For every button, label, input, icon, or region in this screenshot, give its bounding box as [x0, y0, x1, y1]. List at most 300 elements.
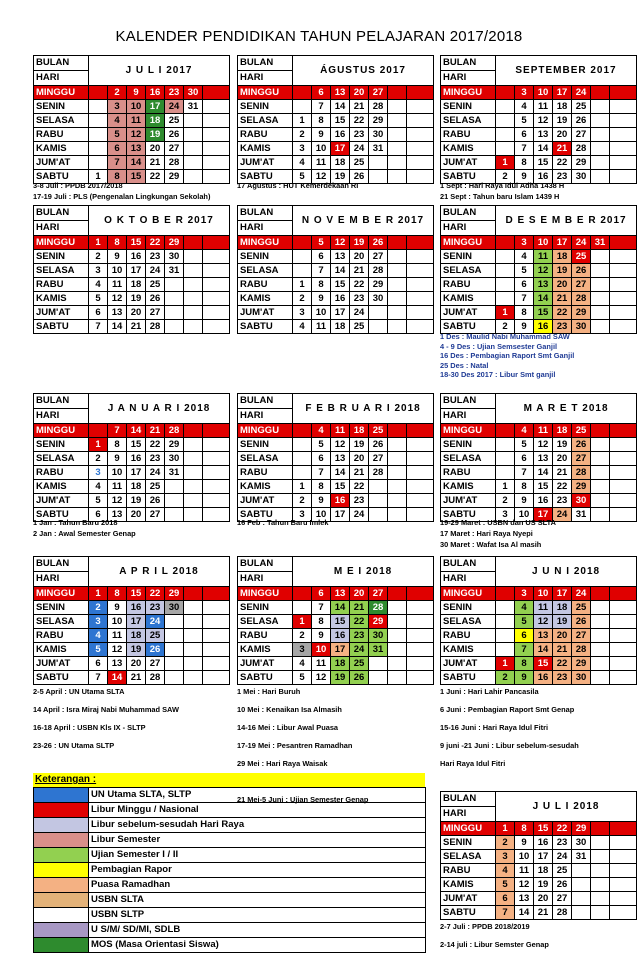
hari-label: HARI — [441, 221, 496, 236]
date-cell: 24 — [350, 306, 369, 320]
date-cell — [293, 587, 312, 601]
date-cell: 4 — [515, 601, 534, 615]
day-row — [34, 114, 230, 128]
date-cell: 10 — [515, 850, 534, 864]
date-cell: 29 — [165, 587, 184, 601]
date-cell: 12 — [534, 615, 553, 629]
day-row — [34, 494, 230, 508]
date-cell: 22 — [350, 278, 369, 292]
date-cell: 12 — [312, 671, 331, 685]
day-name: KAMIS — [441, 643, 496, 657]
date-cell: 9 — [515, 836, 534, 850]
date-cell — [407, 438, 434, 452]
date-cell — [89, 424, 108, 438]
date-cell: 29 — [165, 438, 184, 452]
date-cell: 30 — [572, 836, 591, 850]
day-row — [441, 587, 637, 601]
date-cell — [388, 452, 407, 466]
date-cell: 14 — [515, 906, 534, 920]
date-cell — [610, 508, 637, 522]
date-cell — [184, 306, 203, 320]
date-cell — [184, 424, 203, 438]
date-cell — [610, 643, 637, 657]
date-cell — [203, 320, 230, 334]
date-cell: 4 — [293, 320, 312, 334]
month-notes — [33, 683, 179, 755]
date-cell: 4 — [515, 100, 534, 114]
date-cell: 30 — [165, 601, 184, 615]
legend-text: Libur Semester — [89, 833, 426, 848]
day-name: KAMIS — [34, 480, 89, 494]
date-cell — [591, 264, 610, 278]
date-cell — [293, 250, 312, 264]
date-cell — [89, 114, 108, 128]
date-cell: 4 — [89, 278, 108, 292]
day-row — [441, 643, 637, 657]
date-cell: 17 — [127, 264, 146, 278]
date-cell: 3 — [496, 850, 515, 864]
day-name: SELASA — [238, 264, 293, 278]
date-cell: 6 — [515, 629, 534, 643]
day-name: MINGGU — [441, 236, 496, 250]
date-cell: 28 — [369, 466, 388, 480]
legend-row — [34, 893, 426, 908]
note-line: 2-7 Juli : PPDB 2018/2019 — [440, 922, 530, 931]
date-cell — [184, 264, 203, 278]
date-cell — [184, 452, 203, 466]
day-name: JUM'AT — [441, 156, 496, 170]
date-cell: 12 — [534, 114, 553, 128]
legend-text: Puasa Ramadhan — [89, 878, 426, 893]
date-cell: 24 — [572, 587, 591, 601]
date-cell — [591, 850, 610, 864]
date-cell — [407, 142, 434, 156]
date-cell: 4 — [89, 629, 108, 643]
date-cell: 26 — [572, 615, 591, 629]
date-cell — [496, 142, 515, 156]
date-cell: 30 — [572, 320, 591, 334]
date-cell: 22 — [553, 306, 572, 320]
date-cell: 28 — [572, 292, 591, 306]
date-cell — [369, 508, 388, 522]
date-cell — [496, 264, 515, 278]
date-cell: 8 — [515, 156, 534, 170]
date-cell — [407, 264, 434, 278]
date-cell: 17 — [127, 615, 146, 629]
date-cell: 1 — [496, 156, 515, 170]
month-name: J U L I 2018 — [496, 792, 637, 822]
date-cell — [89, 100, 108, 114]
date-cell: 4 — [293, 156, 312, 170]
day-name: SELASA — [238, 114, 293, 128]
date-cell: 8 — [312, 615, 331, 629]
day-row — [441, 892, 637, 906]
date-cell: 13 — [108, 306, 127, 320]
date-cell: 1 — [89, 587, 108, 601]
day-name: KAMIS — [238, 142, 293, 156]
date-cell: 14 — [108, 320, 127, 334]
date-cell — [165, 278, 184, 292]
date-cell — [572, 906, 591, 920]
date-cell: 21 — [553, 292, 572, 306]
date-cell — [203, 615, 230, 629]
date-cell: 1 — [496, 822, 515, 836]
day-name: KAMIS — [34, 292, 89, 306]
day-name: SENIN — [441, 601, 496, 615]
month-name: SEPTEMBER 2017 — [496, 56, 637, 86]
date-cell: 29 — [572, 657, 591, 671]
note-line: 2-5 April : UN Utama SLTA — [33, 687, 125, 696]
date-cell: 25 — [146, 480, 165, 494]
date-cell: 26 — [369, 236, 388, 250]
day-row — [441, 278, 637, 292]
legend-text: Libur Minggu / Nasional — [89, 803, 426, 818]
bulan-label: BULAN — [238, 557, 293, 572]
date-cell: 26 — [146, 494, 165, 508]
date-cell — [388, 236, 407, 250]
day-name: RABU — [238, 466, 293, 480]
date-cell: 8 — [108, 170, 127, 184]
date-cell — [610, 892, 637, 906]
hari-label: HARI — [34, 409, 89, 424]
date-cell: 16 — [127, 601, 146, 615]
day-name: MINGGU — [441, 822, 496, 836]
date-cell: 30 — [369, 629, 388, 643]
day-name: RABU — [441, 466, 496, 480]
date-cell — [388, 128, 407, 142]
date-cell — [388, 424, 407, 438]
date-cell — [407, 629, 434, 643]
month-notes — [440, 180, 564, 202]
date-cell: 13 — [534, 629, 553, 643]
day-name: RABU — [238, 278, 293, 292]
note-line: 21 Mei-5 Juni : Ujian Semester Genap — [237, 795, 369, 804]
date-cell: 10 — [312, 508, 331, 522]
date-cell: 3 — [293, 142, 312, 156]
date-cell: 29 — [572, 156, 591, 170]
date-cell — [165, 615, 184, 629]
date-cell: 15 — [534, 822, 553, 836]
date-cell — [610, 438, 637, 452]
hari-label: HARI — [34, 221, 89, 236]
legend-row — [34, 818, 426, 833]
day-name: SELASA — [34, 114, 89, 128]
day-name: RABU — [441, 864, 496, 878]
date-cell: 16 — [331, 629, 350, 643]
date-cell: 10 — [127, 100, 146, 114]
date-cell: 16 — [534, 494, 553, 508]
date-cell: 17 — [331, 508, 350, 522]
date-cell: 8 — [312, 278, 331, 292]
day-name: SABTU — [441, 671, 496, 685]
date-cell — [610, 836, 637, 850]
date-cell: 7 — [312, 466, 331, 480]
day-name: SABTU — [238, 508, 293, 522]
date-cell — [203, 643, 230, 657]
date-cell: 15 — [331, 615, 350, 629]
date-cell: 25 — [350, 156, 369, 170]
date-cell: 1 — [293, 615, 312, 629]
date-cell — [407, 320, 434, 334]
legend-swatch — [34, 863, 89, 878]
date-cell — [293, 601, 312, 615]
date-cell: 9 — [108, 250, 127, 264]
date-cell — [591, 250, 610, 264]
date-cell: 3 — [89, 615, 108, 629]
note-line: 9 juni -21 Juni : Libur sebelum-sesudah — [440, 741, 579, 750]
bulan-label: BULAN — [238, 56, 293, 71]
day-row — [238, 114, 434, 128]
date-cell — [610, 278, 637, 292]
date-cell: 8 — [515, 480, 534, 494]
date-cell: 14 — [534, 292, 553, 306]
day-row — [34, 615, 230, 629]
date-cell — [591, 601, 610, 615]
day-row — [238, 306, 434, 320]
date-cell — [203, 601, 230, 615]
date-cell: 22 — [350, 615, 369, 629]
date-cell: 6 — [312, 86, 331, 100]
date-cell: 28 — [553, 906, 572, 920]
date-cell: 5 — [515, 438, 534, 452]
date-cell: 15 — [127, 438, 146, 452]
date-cell — [407, 236, 434, 250]
date-cell: 3 — [293, 508, 312, 522]
date-cell: 7 — [515, 292, 534, 306]
date-cell: 1 — [496, 657, 515, 671]
date-cell: 18 — [331, 657, 350, 671]
note-line: 16 Feb : Tahun Baru Imlek — [237, 518, 329, 527]
month-table — [237, 55, 434, 184]
bulan-label: BULAN — [238, 206, 293, 221]
date-cell — [591, 278, 610, 292]
date-cell: 16 — [127, 452, 146, 466]
date-cell: 26 — [146, 643, 165, 657]
day-name: JUM'AT — [238, 156, 293, 170]
day-name: SABTU — [34, 320, 89, 334]
date-cell: 18 — [553, 424, 572, 438]
note-line: 15-16 Juni : Hari Raya Idul Fitri — [440, 723, 549, 732]
date-cell — [407, 86, 434, 100]
date-cell — [388, 292, 407, 306]
date-cell — [407, 170, 434, 184]
date-cell: 30 — [369, 292, 388, 306]
day-row — [34, 601, 230, 615]
note-line: 1 Mei : Hari Buruh — [237, 687, 301, 696]
date-cell — [610, 264, 637, 278]
date-cell: 10 — [515, 508, 534, 522]
day-row — [441, 156, 637, 170]
date-cell: 3 — [515, 236, 534, 250]
day-name: SELASA — [441, 114, 496, 128]
day-name: JUM'AT — [34, 494, 89, 508]
date-cell — [388, 278, 407, 292]
day-row — [34, 643, 230, 657]
date-cell: 23 — [146, 250, 165, 264]
day-row — [34, 236, 230, 250]
date-cell: 6 — [89, 657, 108, 671]
date-cell: 11 — [534, 100, 553, 114]
date-cell: 27 — [572, 452, 591, 466]
note-line: 29 Mei : Hari Raya Waisak — [237, 759, 328, 768]
date-cell — [89, 156, 108, 170]
day-name: KAMIS — [238, 643, 293, 657]
day-row — [238, 264, 434, 278]
month-table — [33, 556, 230, 685]
date-cell: 23 — [350, 128, 369, 142]
date-cell: 25 — [553, 864, 572, 878]
month-name: M A R E T 2018 — [496, 394, 637, 424]
day-name: SENIN — [238, 438, 293, 452]
date-cell — [610, 671, 637, 685]
month-name: D E S E M B E R 2017 — [496, 206, 637, 236]
date-cell: 23 — [553, 170, 572, 184]
date-cell — [388, 466, 407, 480]
date-cell: 13 — [534, 452, 553, 466]
date-cell — [184, 494, 203, 508]
date-cell: 25 — [572, 424, 591, 438]
date-cell: 22 — [146, 236, 165, 250]
date-cell: 15 — [127, 587, 146, 601]
legend-swatch — [34, 833, 89, 848]
date-cell: 27 — [146, 508, 165, 522]
date-cell — [293, 438, 312, 452]
date-cell: 23 — [350, 292, 369, 306]
date-cell: 6 — [89, 508, 108, 522]
date-cell: 15 — [127, 236, 146, 250]
note-line: 1 Sept : Hari Raya Idul Adha 1438 H — [440, 181, 565, 190]
note-line: 2 Jan : Awal Semester Genap — [33, 529, 136, 538]
date-cell — [388, 629, 407, 643]
date-cell: 7 — [89, 671, 108, 685]
date-cell — [610, 657, 637, 671]
date-cell — [610, 850, 637, 864]
date-cell — [388, 306, 407, 320]
hari-label: HARI — [238, 221, 293, 236]
date-cell — [591, 615, 610, 629]
date-cell — [591, 657, 610, 671]
note-line: Hari Raya Idul Fitri — [440, 759, 506, 768]
date-cell: 5 — [108, 128, 127, 142]
date-cell: 21 — [350, 100, 369, 114]
date-cell — [203, 236, 230, 250]
date-cell: 26 — [350, 671, 369, 685]
date-cell: 19 — [553, 438, 572, 452]
month-table — [237, 205, 434, 334]
day-row — [238, 601, 434, 615]
date-cell: 15 — [331, 278, 350, 292]
date-cell: 18 — [553, 100, 572, 114]
date-cell: 22 — [146, 438, 165, 452]
date-cell — [591, 643, 610, 657]
date-cell: 24 — [165, 100, 184, 114]
date-cell: 29 — [369, 615, 388, 629]
date-cell — [165, 494, 184, 508]
date-cell: 28 — [146, 320, 165, 334]
date-cell: 17 — [553, 236, 572, 250]
legend-row — [34, 788, 426, 803]
date-cell: 21 — [127, 320, 146, 334]
date-cell — [165, 508, 184, 522]
date-cell — [388, 156, 407, 170]
legend-row — [34, 878, 426, 893]
day-name: SABTU — [34, 508, 89, 522]
date-cell: 25 — [369, 424, 388, 438]
date-cell — [407, 424, 434, 438]
day-row — [238, 494, 434, 508]
date-cell: 24 — [553, 508, 572, 522]
day-row — [441, 629, 637, 643]
date-cell: 20 — [350, 452, 369, 466]
date-cell — [407, 657, 434, 671]
month-notes — [237, 517, 328, 528]
date-cell — [388, 657, 407, 671]
date-cell: 11 — [515, 864, 534, 878]
day-name: SELASA — [441, 452, 496, 466]
hari-label: HARI — [441, 71, 496, 86]
day-row — [34, 320, 230, 334]
date-cell: 20 — [534, 892, 553, 906]
date-cell — [591, 156, 610, 170]
day-name: KAMIS — [441, 292, 496, 306]
date-cell: 17 — [331, 306, 350, 320]
day-row — [34, 452, 230, 466]
bulan-label: BULAN — [441, 206, 496, 221]
date-cell — [369, 306, 388, 320]
date-cell — [591, 822, 610, 836]
date-cell: 10 — [534, 86, 553, 100]
date-cell: 20 — [553, 629, 572, 643]
date-cell: 11 — [108, 480, 127, 494]
date-cell: 7 — [515, 466, 534, 480]
date-cell: 18 — [553, 250, 572, 264]
date-cell: 23 — [553, 836, 572, 850]
bulan-label: BULAN — [441, 792, 496, 807]
note-line: 16-18 April : USBN Kls IX - SLTP — [33, 723, 146, 732]
date-cell: 20 — [127, 306, 146, 320]
date-cell: 5 — [89, 292, 108, 306]
day-row — [441, 850, 637, 864]
date-cell: 8 — [108, 438, 127, 452]
date-cell: 18 — [127, 629, 146, 643]
day-row — [34, 292, 230, 306]
date-cell: 11 — [534, 601, 553, 615]
date-cell: 16 — [534, 170, 553, 184]
date-cell — [184, 671, 203, 685]
date-cell — [496, 587, 515, 601]
date-cell — [610, 250, 637, 264]
date-cell: 6 — [312, 587, 331, 601]
date-cell: 29 — [165, 236, 184, 250]
date-cell — [203, 657, 230, 671]
month-jan18 — [33, 393, 229, 522]
date-cell: 3 — [89, 264, 108, 278]
date-cell: 31 — [184, 100, 203, 114]
day-row — [441, 250, 637, 264]
date-cell — [610, 292, 637, 306]
month-nov17 — [237, 205, 433, 334]
date-cell — [591, 452, 610, 466]
date-cell — [203, 114, 230, 128]
date-cell: 23 — [553, 494, 572, 508]
day-name: RABU — [441, 278, 496, 292]
date-cell — [591, 671, 610, 685]
date-cell — [388, 438, 407, 452]
date-cell — [591, 480, 610, 494]
date-cell — [496, 128, 515, 142]
date-cell — [407, 250, 434, 264]
date-cell — [591, 128, 610, 142]
